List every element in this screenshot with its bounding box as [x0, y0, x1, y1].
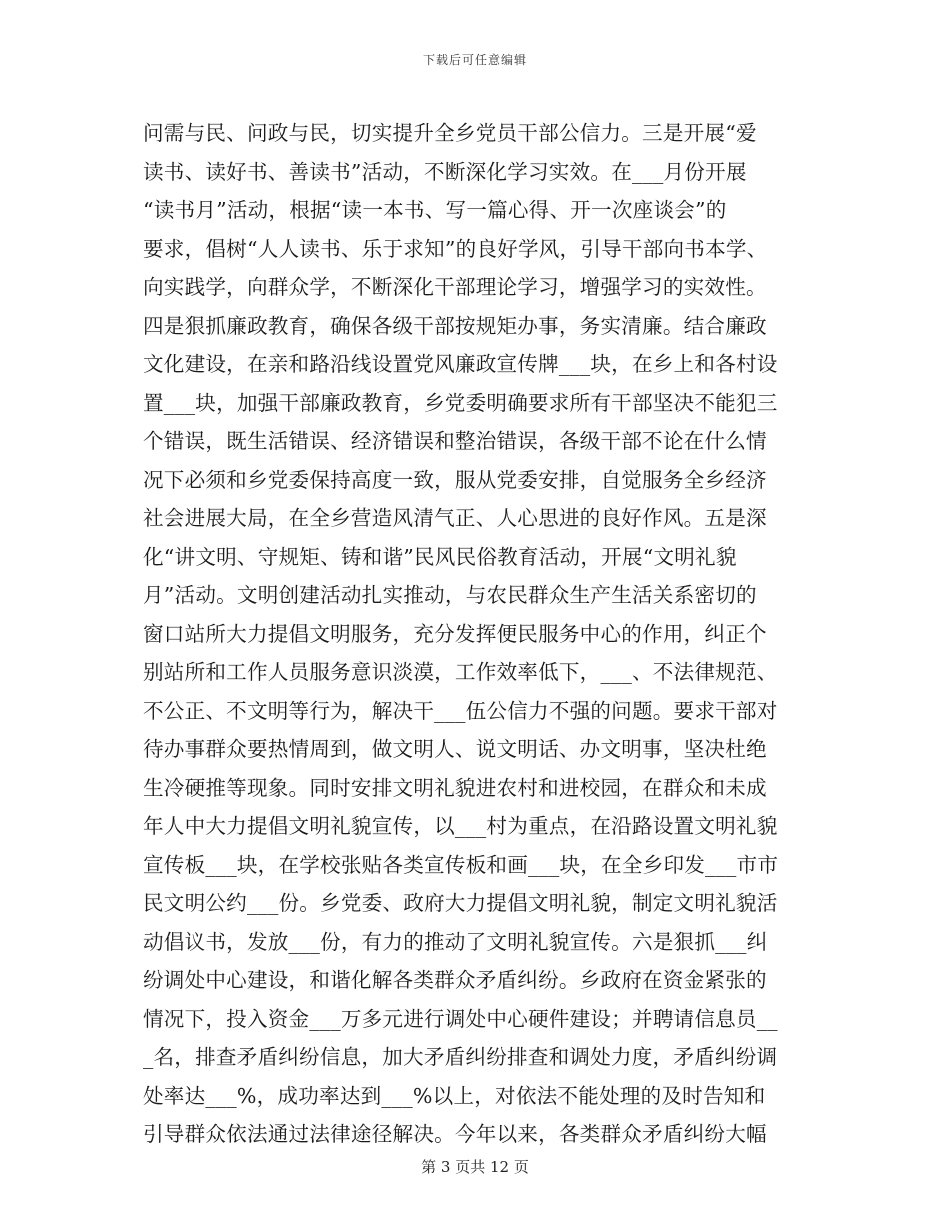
body-line: 别站所和工作人员服务意识淡漠，工作效率低下，___、不法律规范、	[143, 660, 778, 684]
body-line: 月”活动。文明创建活动扎实推动，与农民群众生产生活关系密切的	[143, 583, 757, 607]
body-line: 纷调处中心建设，和谐化解各类群众矛盾纠纷。乡政府在资金紧张的	[143, 968, 767, 992]
body-line: 民文明公约___份。乡党委、政府大力提倡文明礼貌，制定文明礼貌活	[143, 891, 778, 915]
page-number-footer: 第 3 页共 12 页	[421, 1158, 529, 1176]
body-line: 不公正、不文明等行为，解决干___伍公信力不强的问题。要求干部对	[143, 698, 778, 723]
body-line: 待办事群众要热情周到，做文明人、说文明话、办文明事，坚决杜绝	[143, 737, 767, 761]
body-line: “读书月”活动，根据“读一本书、写一篇心得、开一次座谈会”的	[143, 198, 727, 222]
body-line: 况下必须和乡党委保持高度一致，服从党委安排，自觉服务全乡经济	[143, 467, 767, 492]
body-line: 社会进展大局，在全乡营造风清气正、人心思进的良好作风。五是深	[143, 506, 767, 530]
body-line: 引导群众依法通过法律途径解决。今年以来，各类群众矛盾纠纷大幅	[143, 1122, 767, 1146]
page-header: 下载后可任意编辑	[422, 53, 527, 67]
body-line: 窗口站所大力提倡文明服务，充分发挥便民服务中心的作用，纠正个	[143, 621, 767, 646]
body-line: 宣传板___块，在学校张贴各类宣传板和画___块，在全乡印发___市市	[143, 852, 779, 877]
body-line: 生冷硬推等现象。同时安排文明礼貌进农村和进校园，在群众和未成	[143, 775, 767, 800]
body-line: 要求，倡树“人人读书、乐于求知”的良好学风，引导干部向书本学、	[143, 236, 768, 261]
body-line: 问需与民、问政与民，切实提升全乡党员干部公信力。三是开展“爱	[143, 121, 757, 145]
body-line: 动倡议书，发放___份，有力的推动了文明礼貌宣传。六是狠抓___纠	[143, 929, 768, 954]
body-line: 读书、读好书、善读书”活动，不断深化学习实效。在___月份开展	[143, 159, 747, 184]
body-line: 个错误，既生活错误、经济错误和整治错误，各级干部不论在什么情	[143, 429, 767, 453]
body-line: 四是狠抓廉政教育，确保各级干部按规矩办事，务实清廉。结合廉政	[143, 313, 767, 338]
body-line: 向实践学，向群众学，不断深化干部理论学习，增强学习的实效性。	[143, 275, 767, 299]
body-line: 年人中大力提倡文明礼貌宣传，以___村为重点，在沿路设置文明礼貌	[143, 814, 778, 838]
document-body	[143, 114, 811, 1154]
body-line: 处率达___%，成功率达到___%以上，对依法不能处理的及时告知和	[143, 1083, 766, 1108]
body-line: 置___块，加强干部廉政教育，乡党委明确要求所有干部坚决不能犯三	[143, 390, 778, 415]
body-line: 情况下，投入资金___万多元进行调处中心硬件建设；并聘请信息员__	[143, 1006, 778, 1031]
body-line: 文化建设，在亲和路沿线设置党风廉政宣传牌___块，在乡上和各村设	[143, 352, 778, 376]
body-line: 化“讲文明、守规矩、铸和谐”民风民俗教育活动，开展“文明礼貌	[143, 544, 737, 569]
body-line: _名，排查矛盾纠纷信息，加大矛盾纠纷排查和调处力度，矛盾纠纷调	[143, 1045, 778, 1069]
